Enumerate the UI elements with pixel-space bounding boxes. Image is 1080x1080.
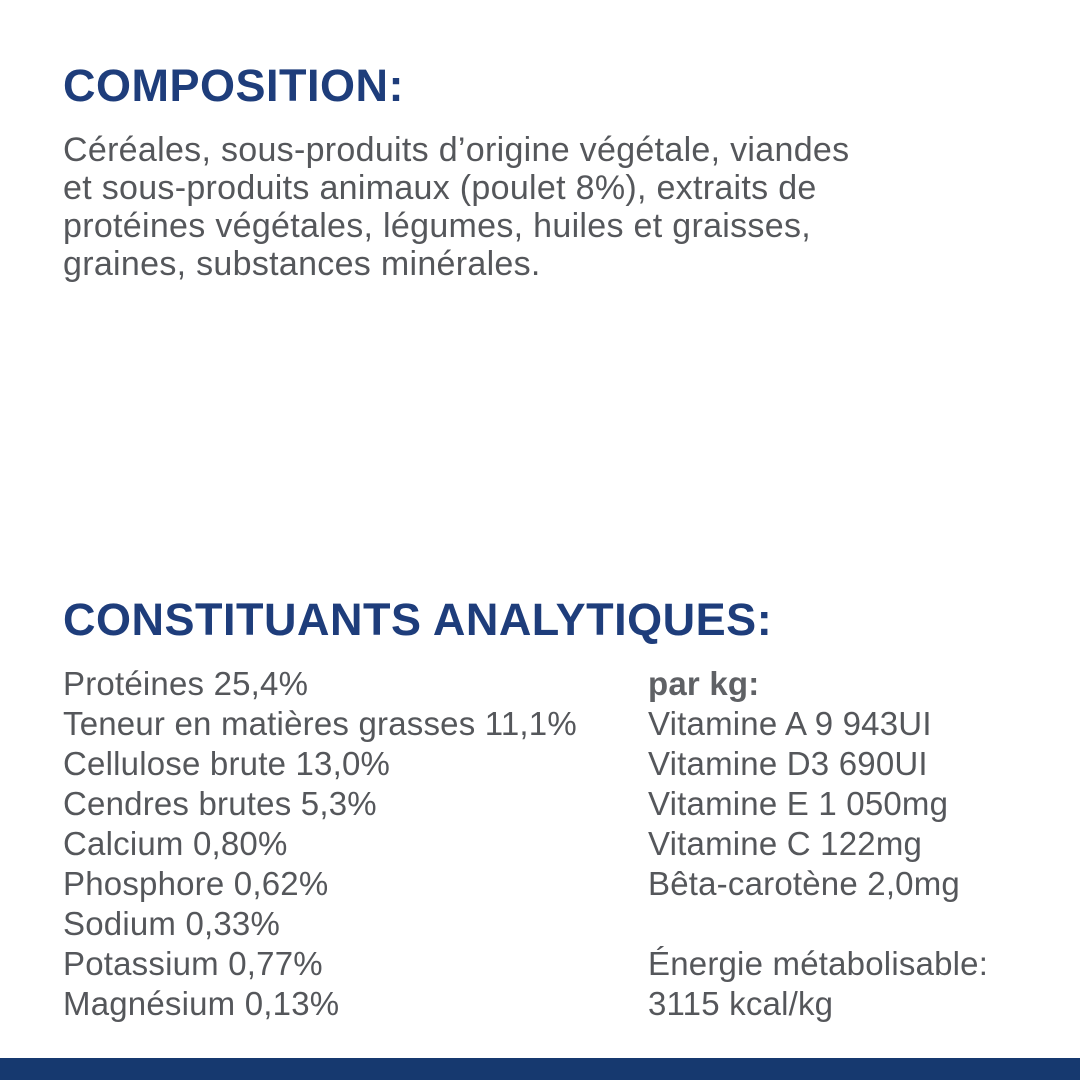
column-spacer bbox=[648, 904, 988, 944]
vitamin-row: Vitamine C 122mg bbox=[648, 825, 923, 862]
per-kg-label: par kg: bbox=[648, 665, 760, 702]
composition-heading: COMPOSITION: bbox=[63, 60, 404, 111]
energy-value: 3115 kcal/kg bbox=[648, 985, 834, 1022]
energy-label: Énergie métabolisable: bbox=[648, 945, 989, 982]
vitamins-column bbox=[648, 664, 988, 1024]
composition-line: et sous-produits animaux (poulet 8%), extraits de bbox=[63, 169, 817, 207]
nutrient-row: Cendres brutes 5,3% bbox=[63, 785, 377, 822]
composition-line: graines, substances minérales. bbox=[63, 245, 541, 283]
nutrients-column bbox=[63, 664, 577, 1024]
vitamin-row: Vitamine E 1 050mg bbox=[648, 785, 949, 822]
nutrient-row: Teneur en matières grasses 11,1% bbox=[63, 705, 577, 742]
nutrient-row: Potassium 0,77% bbox=[63, 945, 323, 982]
composition-line: protéines végétales, légumes, huiles et graisses, bbox=[63, 207, 811, 245]
composition-line: Céréales, sous-produits d’origine végétale, viandes bbox=[63, 131, 850, 169]
analytical-constituents-heading: CONSTITUANTS ANALYTIQUES: bbox=[63, 594, 773, 645]
nutrient-row: Cellulose brute 13,0% bbox=[63, 745, 391, 782]
vitamin-row: Vitamine A 9 943UI bbox=[648, 705, 932, 742]
vitamin-row: Vitamine D3 690UI bbox=[648, 745, 928, 782]
nutrient-row: Sodium 0,33% bbox=[63, 905, 281, 942]
nutrient-row: Calcium 0,80% bbox=[63, 825, 288, 862]
nutrient-row: Magnésium 0,13% bbox=[63, 985, 340, 1022]
footer-accent-bar bbox=[0, 1058, 1080, 1080]
nutrient-row: Phosphore 0,62% bbox=[63, 865, 329, 902]
vitamin-row: Bêta-carotène 2,0mg bbox=[648, 865, 960, 902]
nutrient-row: Protéines 25,4% bbox=[63, 665, 309, 702]
composition-paragraph bbox=[63, 131, 849, 283]
